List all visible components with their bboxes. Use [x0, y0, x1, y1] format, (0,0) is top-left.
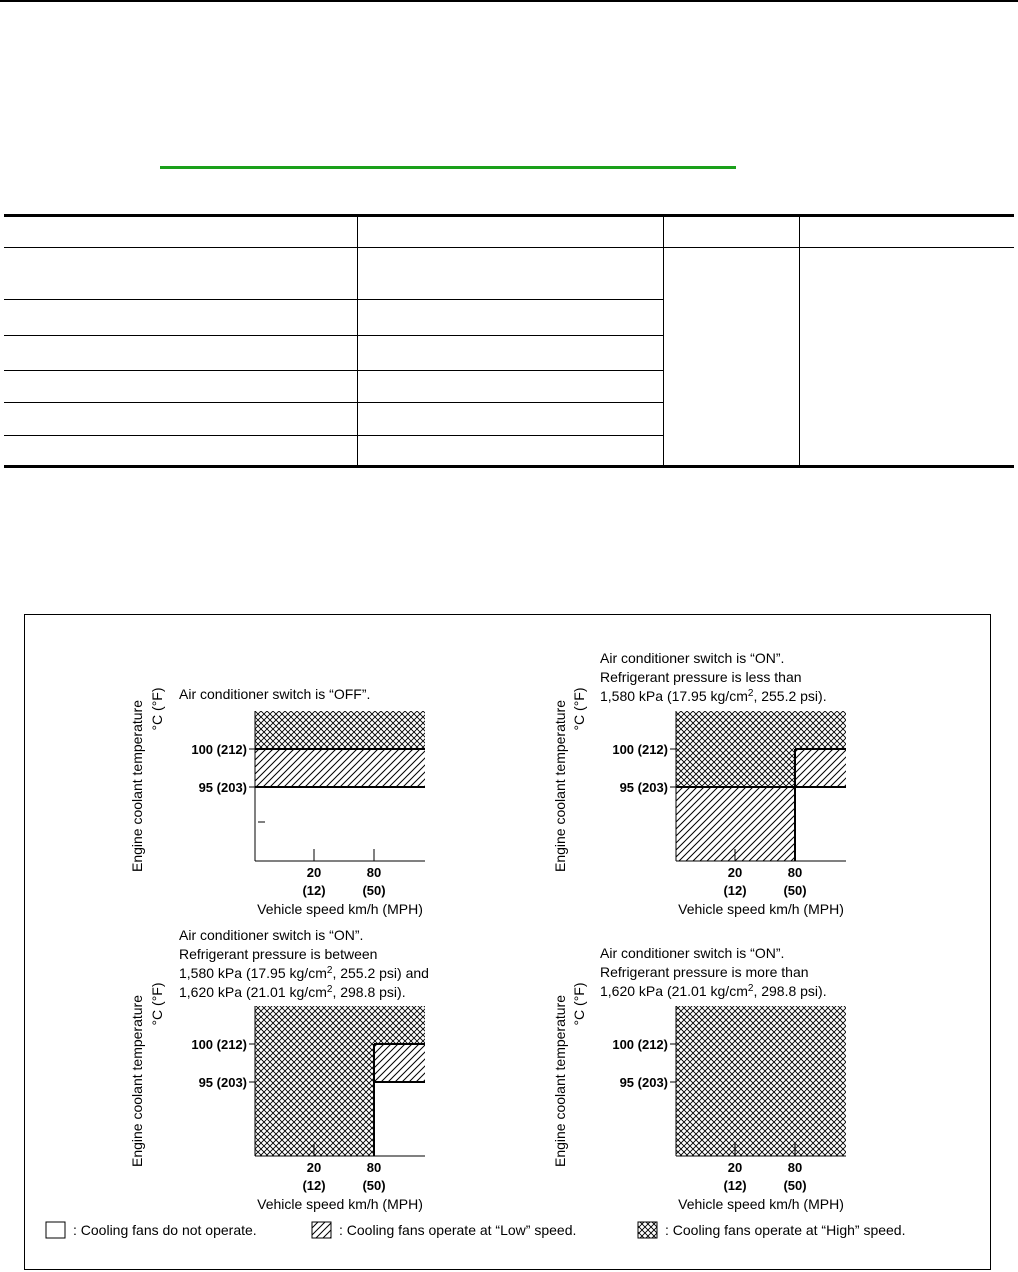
speed-tick-label-mph: (12)	[723, 1178, 747, 1193]
zone-between_95_100-high	[255, 1044, 374, 1082]
speed-tick-label-mph: (50)	[362, 1178, 386, 1193]
y-axis-unit: °C (°F)	[149, 687, 165, 731]
speed-tick-label-mph: (50)	[362, 883, 386, 898]
y-axis-title: Engine coolant temperature	[129, 700, 145, 872]
speed-tick-label-mph: (50)	[783, 1178, 807, 1193]
zone-between_95_100-low	[374, 1044, 425, 1082]
x-axis-title: Vehicle speed km/h (MPH)	[257, 1196, 423, 1212]
fan-chart-panel-2	[552, 650, 846, 917]
speed-tick-label-mph: (12)	[302, 1178, 326, 1193]
zone-above_100-high	[795, 711, 846, 749]
temp-tick-label: 100 (212)	[191, 742, 247, 757]
speed-tick-label: 20	[727, 1160, 743, 1175]
x-axis-title: Vehicle speed km/h (MPH)	[678, 901, 844, 917]
legend-swatch-low	[312, 1222, 331, 1238]
speed-tick-label-mph: (12)	[302, 883, 326, 898]
speed-tick-label: 80	[366, 865, 382, 880]
legend-swatch-off	[46, 1222, 65, 1238]
y-axis-unit: °C (°F)	[149, 982, 165, 1026]
speed-tick-label: 80	[787, 1160, 803, 1175]
zone-above_100-high	[676, 711, 795, 749]
fan-chart-panel-1	[129, 686, 425, 917]
chart-caption-line: Air conditioner switch is “ON”.	[600, 650, 785, 666]
y-axis-title: Engine coolant temperature	[552, 700, 568, 872]
zone-above_100-high	[255, 1006, 374, 1044]
y-axis-title: Engine coolant temperature	[552, 995, 568, 1167]
zone-between_95_100-high	[676, 1044, 846, 1082]
y-axis-unit: °C (°F)	[571, 687, 587, 731]
zone-below_95-off	[374, 1082, 425, 1156]
speed-tick-label: 80	[787, 865, 803, 880]
zone-below_95-off	[795, 787, 846, 861]
zone-between_95_100-high	[676, 749, 795, 787]
speed-tick-label: 20	[306, 1160, 322, 1175]
temp-tick-label: 95 (203)	[198, 780, 247, 795]
fan-chart-panel-4	[552, 945, 846, 1212]
temp-tick-label: 100 (212)	[191, 1037, 247, 1052]
x-axis-title: Vehicle speed km/h (MPH)	[257, 901, 423, 917]
legend-label-off: : Cooling fans do not operate.	[73, 1222, 257, 1238]
legend-label-high: : Cooling fans operate at “High” speed.	[665, 1222, 906, 1238]
zone-between_95_100-low	[255, 749, 425, 787]
zone-below_95-off	[255, 787, 425, 861]
y-axis-unit: °C (°F)	[571, 982, 587, 1026]
temp-tick-label: 100 (212)	[612, 1037, 668, 1052]
zone-above_100-high	[374, 1006, 425, 1044]
y-axis-title: Engine coolant temperature	[129, 995, 145, 1167]
legend-label-low: : Cooling fans operate at “Low” speed.	[339, 1222, 577, 1238]
legend-swatch-high	[638, 1222, 657, 1238]
speed-tick-label-mph: (12)	[723, 883, 747, 898]
speed-tick-label: 20	[727, 865, 743, 880]
speed-tick-label-mph: (50)	[783, 883, 807, 898]
zone-above_100-high	[676, 1006, 846, 1044]
chart-caption-line: Refrigerant pressure is between	[179, 946, 378, 962]
chart-caption-line: Air conditioner switch is “OFF”.	[179, 686, 371, 702]
chart-caption-line: 1,620 kPa (21.01 $kg/cm^2$, 298.8 psi).	[600, 983, 827, 999]
chart-caption-line: Air conditioner switch is “ON”.	[600, 945, 785, 961]
temp-tick-label: 95 (203)	[619, 780, 668, 795]
chart-caption-line: 1,620 kPa (21.01 $kg/cm^2$, 298.8 psi).	[179, 984, 406, 1000]
temp-tick-label: 95 (203)	[619, 1075, 668, 1090]
chart-caption-line: 1,580 kPa (17.95 $kg/cm^2$, 255.2 psi).	[600, 688, 827, 704]
zone-above_100-high	[255, 711, 425, 749]
speed-tick-label: 80	[366, 1160, 382, 1175]
chart-caption-line: 1,580 kPa (17.95 $kg/cm^2$, 255.2 psi) and	[179, 965, 429, 981]
temp-tick-label: 100 (212)	[612, 742, 668, 757]
speed-tick-label: 20	[306, 865, 322, 880]
chart-caption-line: Air conditioner switch is “ON”.	[179, 927, 364, 943]
zone-between_95_100-low	[795, 749, 846, 787]
temp-tick-label: 95 (203)	[198, 1075, 247, 1090]
x-axis-title: Vehicle speed km/h (MPH)	[678, 1196, 844, 1212]
chart-caption-line: Refrigerant pressure is more than	[600, 964, 809, 980]
zone-below_95-high	[676, 1082, 846, 1156]
chart-caption-line: Refrigerant pressure is less than	[600, 669, 802, 685]
fan-speed-legend	[0, 1218, 1018, 1242]
fan-chart-panel-3	[129, 927, 429, 1212]
